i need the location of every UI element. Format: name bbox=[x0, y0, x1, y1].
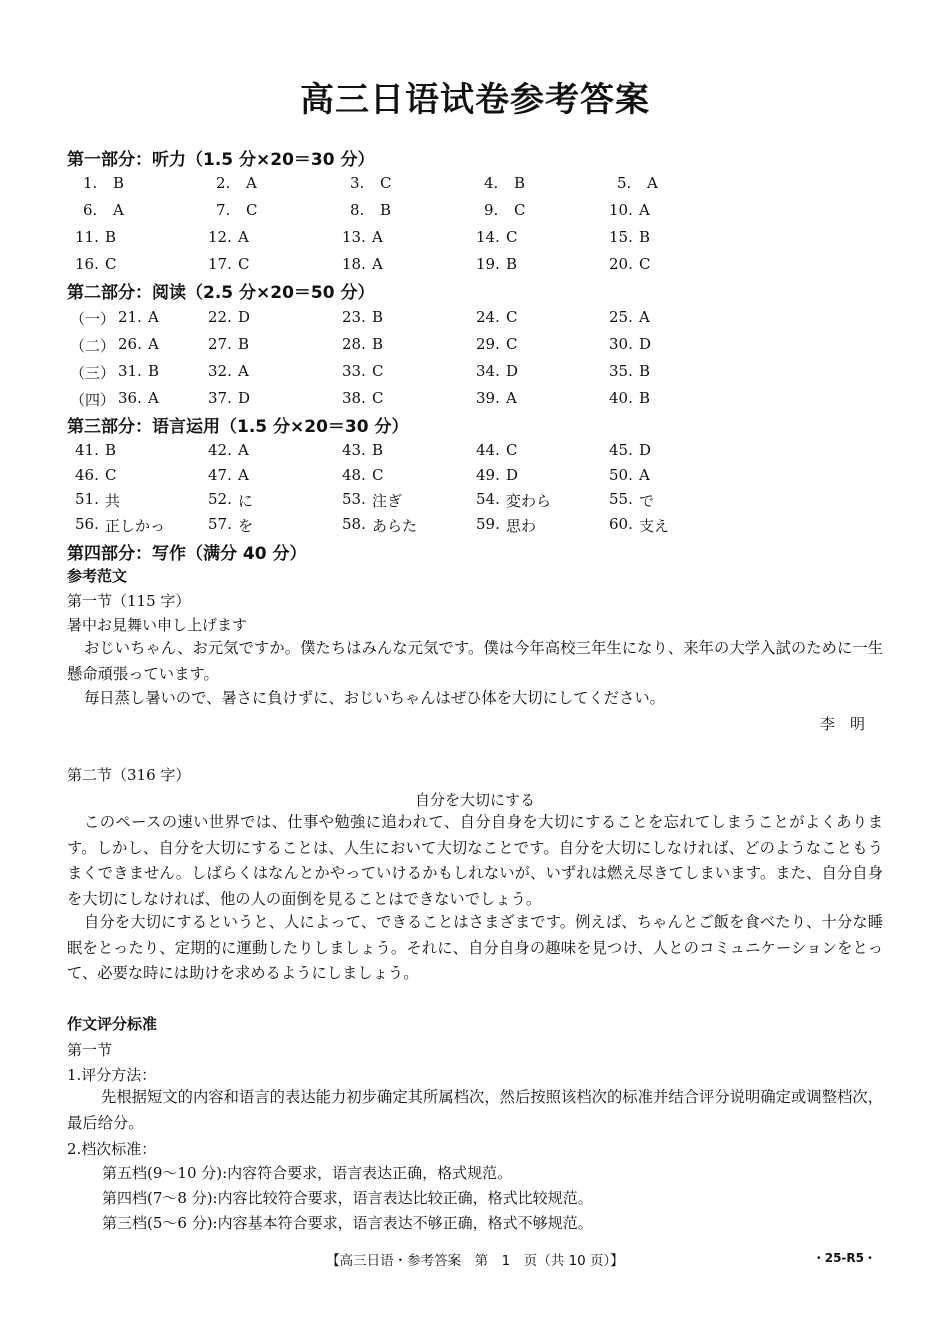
answer-value: C bbox=[506, 441, 518, 459]
answer-item bbox=[83, 174, 125, 192]
section2-paragraph-2: 自分を大切にするというと、人によって、できることはさまざまです。例えば、ちゃんとご飯を食べたり、十分な睡眠をとったり、定期的に運動したりしましょう。それに、自分自身の趣味を見つけ、人とのコミュニケーションをとって、必要な時には助けを求めるようにしましょう。 bbox=[67, 913, 883, 982]
answer-item bbox=[609, 490, 655, 510]
answer-value: A bbox=[506, 389, 517, 407]
question-number: 43. bbox=[342, 441, 366, 459]
answer-row bbox=[0, 255, 950, 277]
question-number: 20. bbox=[609, 255, 633, 273]
question-number: 38. bbox=[342, 389, 366, 407]
question-number: 30. bbox=[609, 335, 633, 353]
answer-item bbox=[208, 308, 251, 326]
question-number: 4. bbox=[484, 174, 499, 192]
answer-item bbox=[617, 174, 658, 192]
question-number: 31. bbox=[118, 362, 142, 380]
question-number: 14. bbox=[476, 228, 500, 246]
answer-value: A bbox=[148, 389, 159, 407]
answer-value: を bbox=[238, 516, 254, 535]
question-number: 11. bbox=[75, 228, 99, 246]
answer-item bbox=[609, 441, 652, 459]
question-number: 1. bbox=[83, 174, 98, 192]
answer-value: D bbox=[238, 389, 251, 407]
answer-item bbox=[75, 255, 117, 273]
scoring-levels-label: 2.档次标准： bbox=[67, 1140, 157, 1158]
question-number: 13. bbox=[342, 228, 366, 246]
sample-essay-label: 参考范文 bbox=[67, 567, 128, 585]
question-number: 35. bbox=[609, 362, 633, 380]
question-number: 37. bbox=[208, 389, 232, 407]
question-number: 40. bbox=[609, 389, 633, 407]
answer-row bbox=[0, 441, 950, 463]
answer-item bbox=[476, 335, 518, 353]
answer-value: 支え bbox=[639, 516, 670, 535]
answer-value: B bbox=[639, 228, 651, 246]
part4-heading: 第四部分：写作（满分 40 分） bbox=[67, 544, 307, 564]
answer-item bbox=[75, 514, 166, 535]
answer-value: C bbox=[238, 255, 250, 273]
answer-item bbox=[83, 201, 124, 219]
question-number: 42. bbox=[208, 441, 232, 459]
answer-item bbox=[609, 228, 651, 246]
answer-item bbox=[350, 201, 392, 219]
passage-group-label: （三） bbox=[70, 364, 116, 382]
question-number: 41. bbox=[75, 441, 99, 459]
passage-group-label: （四） bbox=[70, 391, 116, 409]
answer-item bbox=[208, 441, 249, 459]
answer-value: C bbox=[506, 308, 518, 326]
answer-item bbox=[476, 490, 552, 510]
answer-item bbox=[208, 514, 254, 535]
question-number: 32. bbox=[208, 362, 232, 380]
question-number: 22. bbox=[208, 308, 232, 326]
answer-value: C bbox=[506, 335, 518, 353]
answer-item bbox=[342, 465, 384, 484]
scoring-method-text: 先根据短文的内容和语言的表达能力初步确定其所属档次，然后按照该档次的标准并结合评分说明确定或调整档次，最后给分。 bbox=[67, 1088, 883, 1132]
question-number: 5. bbox=[617, 174, 632, 192]
answer-value: B bbox=[639, 389, 651, 407]
answer-value: B bbox=[105, 228, 117, 246]
answer-item bbox=[609, 308, 650, 326]
question-number: 44. bbox=[476, 441, 500, 459]
answer-value: C bbox=[372, 362, 384, 380]
question-number: 27. bbox=[208, 335, 232, 353]
answer-item bbox=[118, 362, 160, 380]
section2-paragraph-1: このペースの速い世界では、仕事や勉強に追われて、自分自身を大切にすることを忘れてしまうことがよくあります。しかし、自分を大切にすることは、人生において大切なことです。自分を大切にしなければ、どのようなこともうまくできません。しばらくはなんとかやっていけるかもしれないが、いずれは燃え尽きてしまいます。また、自分自身を大切にしなければ、他の人の面倒を見ることはできないでしょう。 bbox=[67, 813, 883, 908]
answer-value: C bbox=[105, 255, 117, 273]
answer-value: 変わら bbox=[506, 492, 552, 510]
scoring-method-label: 1.评分方法： bbox=[67, 1066, 157, 1084]
answer-item bbox=[342, 362, 384, 380]
scoring-section-label: 第一节 bbox=[67, 1041, 113, 1059]
part1-heading: 第一部分：听力（1.5 分×20＝30 分） bbox=[67, 150, 375, 170]
answer-row bbox=[0, 362, 950, 384]
answer-value: B bbox=[372, 335, 384, 353]
answer-item bbox=[476, 514, 537, 535]
answer-row bbox=[0, 466, 950, 488]
section2-essay-title: 自分を大切にする bbox=[414, 791, 535, 809]
answer-item bbox=[75, 490, 121, 510]
section2-label: 第二节（316 字） bbox=[67, 766, 191, 784]
answer-value: C bbox=[639, 255, 651, 273]
section1-signature: 李 明 bbox=[819, 715, 865, 733]
question-number: 58. bbox=[342, 514, 366, 533]
answer-item bbox=[609, 335, 652, 353]
answer-item bbox=[342, 514, 418, 535]
answer-item bbox=[609, 201, 650, 219]
answer-item bbox=[342, 389, 384, 407]
passage-group-label: （一） bbox=[70, 310, 116, 328]
answer-value: B bbox=[105, 441, 117, 459]
answer-item bbox=[609, 255, 651, 273]
part2-heading: 第二部分：阅读（2.5 分×20＝50 分） bbox=[67, 283, 375, 303]
answer-item bbox=[476, 389, 517, 407]
answer-item bbox=[75, 228, 117, 246]
answer-value: C bbox=[105, 465, 117, 484]
question-number: 23. bbox=[342, 308, 366, 326]
answer-item bbox=[476, 308, 518, 326]
question-number: 21. bbox=[118, 308, 142, 326]
scoring-level-3: 第三档(5～6 分):内容基本符合要求，语言表达不够正确，格式不够规范。 bbox=[102, 1214, 593, 1232]
answer-row bbox=[0, 335, 950, 357]
answer-value: A bbox=[238, 362, 249, 380]
answer-row bbox=[0, 174, 950, 196]
answer-value: D bbox=[238, 308, 251, 326]
answer-value: B bbox=[148, 362, 160, 380]
answer-value: A bbox=[148, 308, 159, 326]
question-number: 25. bbox=[609, 308, 633, 326]
answer-item bbox=[484, 174, 526, 192]
answer-item bbox=[216, 201, 258, 219]
answer-item bbox=[208, 255, 250, 273]
question-number: 2. bbox=[216, 174, 231, 192]
answer-item bbox=[208, 490, 254, 510]
answer-item bbox=[476, 465, 519, 484]
answer-item bbox=[216, 174, 257, 192]
answer-item bbox=[342, 228, 383, 246]
answer-value: B bbox=[372, 441, 384, 459]
answer-item bbox=[118, 389, 159, 407]
answer-value: A bbox=[639, 201, 650, 219]
answer-item bbox=[609, 465, 650, 484]
answer-value: D bbox=[506, 465, 519, 484]
answer-value: B bbox=[639, 362, 651, 380]
question-number: 52. bbox=[208, 490, 232, 508]
answer-value: C bbox=[372, 389, 384, 407]
answer-value: A bbox=[246, 174, 257, 192]
question-number: 10. bbox=[609, 201, 633, 219]
section1-paragraph-2: 毎日蒸し暑いので、暑さに負けずに、おじいちゃんはぜひ体を大切にしてください。 bbox=[84, 689, 665, 707]
answer-value: あらた bbox=[372, 516, 418, 535]
document-code: ・25-R5・ bbox=[812, 1251, 876, 1265]
question-number: 50. bbox=[609, 465, 633, 484]
question-number: 6. bbox=[83, 201, 98, 219]
answer-item bbox=[118, 335, 159, 353]
answer-value: で bbox=[639, 492, 655, 510]
answer-row bbox=[0, 201, 950, 223]
answer-item bbox=[118, 308, 159, 326]
question-number: 54. bbox=[476, 490, 500, 508]
question-number: 33. bbox=[342, 362, 366, 380]
answer-item bbox=[208, 465, 249, 484]
answer-item bbox=[609, 514, 670, 535]
answer-value: A bbox=[238, 441, 249, 459]
answer-item bbox=[75, 441, 117, 459]
answer-item bbox=[342, 308, 384, 326]
answer-value: A bbox=[148, 335, 159, 353]
answer-value: A bbox=[639, 465, 650, 484]
answer-value: A bbox=[372, 228, 383, 246]
answer-item bbox=[476, 228, 518, 246]
question-number: 49. bbox=[476, 465, 500, 484]
question-number: 26. bbox=[118, 335, 142, 353]
question-number: 18. bbox=[342, 255, 366, 273]
answer-value: 正しかっ bbox=[105, 516, 166, 535]
answer-value: 注ぎ bbox=[372, 492, 403, 510]
passage-group-label: （二） bbox=[70, 337, 116, 355]
answer-item bbox=[75, 465, 117, 484]
answer-item bbox=[208, 389, 251, 407]
answer-item bbox=[484, 201, 526, 219]
answer-value: A bbox=[372, 255, 383, 273]
answer-item bbox=[609, 362, 651, 380]
question-number: 39. bbox=[476, 389, 500, 407]
answer-row bbox=[0, 490, 950, 512]
scoring-heading: 作文评分标准 bbox=[67, 1015, 158, 1033]
question-number: 9. bbox=[484, 201, 499, 219]
answer-value: B bbox=[514, 174, 526, 192]
answer-item bbox=[342, 490, 403, 510]
answer-value: A bbox=[238, 228, 249, 246]
answer-value: A bbox=[113, 201, 124, 219]
answer-value: B bbox=[380, 201, 392, 219]
answer-value: A bbox=[238, 465, 249, 484]
answer-value: に bbox=[238, 492, 254, 510]
question-number: 59. bbox=[476, 514, 500, 533]
question-number: 51. bbox=[75, 490, 99, 508]
answer-row bbox=[0, 515, 950, 537]
question-number: 48. bbox=[342, 465, 366, 484]
question-number: 7. bbox=[216, 201, 231, 219]
section1-label: 第一节（115 字） bbox=[67, 592, 191, 610]
question-number: 34. bbox=[476, 362, 500, 380]
answer-row bbox=[0, 228, 950, 250]
question-number: 12. bbox=[208, 228, 232, 246]
question-number: 29. bbox=[476, 335, 500, 353]
scoring-level-5: 第五档(9～10 分):内容符合要求，语言表达正确，格式规范。 bbox=[102, 1164, 513, 1182]
answer-value: B bbox=[372, 308, 384, 326]
answer-item bbox=[208, 362, 249, 380]
scoring-level-4: 第四档(7～8 分):内容比较符合要求，语言表达比较正确，格式比较规范。 bbox=[102, 1189, 593, 1207]
question-number: 36. bbox=[118, 389, 142, 407]
page-title: 高三日语试卷参考答案 bbox=[300, 80, 650, 120]
question-number: 47. bbox=[208, 465, 232, 484]
answer-value: B bbox=[113, 174, 125, 192]
question-number: 56. bbox=[75, 514, 99, 533]
part3-heading: 第三部分：语言运用（1.5 分×20＝30 分） bbox=[67, 417, 409, 437]
answer-item bbox=[342, 335, 384, 353]
question-number: 28. bbox=[342, 335, 366, 353]
answer-value: D bbox=[506, 362, 519, 380]
answer-value: A bbox=[639, 308, 650, 326]
answer-value: C bbox=[514, 201, 526, 219]
page-footer: 【高三日语・参考答案 第 1 页（共 10 页）】 bbox=[326, 1253, 624, 1269]
answer-value: B bbox=[238, 335, 250, 353]
question-number: 60. bbox=[609, 514, 633, 533]
answer-value: B bbox=[506, 255, 518, 273]
answer-item bbox=[350, 174, 392, 192]
answer-item bbox=[342, 441, 384, 459]
answer-item bbox=[208, 228, 249, 246]
answer-value: D bbox=[639, 441, 652, 459]
question-number: 55. bbox=[609, 490, 633, 508]
answer-value: C bbox=[372, 465, 384, 484]
question-number: 3. bbox=[350, 174, 365, 192]
question-number: 17. bbox=[208, 255, 232, 273]
answer-item bbox=[342, 255, 383, 273]
answer-value: 思わ bbox=[506, 516, 537, 535]
question-number: 16. bbox=[75, 255, 99, 273]
question-number: 8. bbox=[350, 201, 365, 219]
question-number: 45. bbox=[609, 441, 633, 459]
answer-value: C bbox=[246, 201, 258, 219]
question-number: 46. bbox=[75, 465, 99, 484]
answer-row bbox=[0, 389, 950, 411]
section1-paragraph-1: おじいちゃん、お元気ですか。僕たちはみんな元気です。僕は今年高校三年生になり、来年の大学入試のために一生懸命頑張っています。 bbox=[67, 639, 883, 683]
answer-value: 共 bbox=[105, 492, 121, 510]
answer-row bbox=[0, 308, 950, 330]
answer-item bbox=[476, 362, 519, 380]
answer-item bbox=[476, 441, 518, 459]
answer-item bbox=[208, 335, 250, 353]
section1-greeting: 暑中お見舞い申し上げます bbox=[67, 616, 248, 634]
question-number: 15. bbox=[609, 228, 633, 246]
question-number: 24. bbox=[476, 308, 500, 326]
question-number: 57. bbox=[208, 514, 232, 533]
question-number: 53. bbox=[342, 490, 366, 508]
answer-value: C bbox=[380, 174, 392, 192]
answer-value: C bbox=[506, 228, 518, 246]
answer-value: A bbox=[647, 174, 658, 192]
question-number: 19. bbox=[476, 255, 500, 273]
answer-value: D bbox=[639, 335, 652, 353]
answer-item bbox=[609, 389, 651, 407]
answer-item bbox=[476, 255, 518, 273]
